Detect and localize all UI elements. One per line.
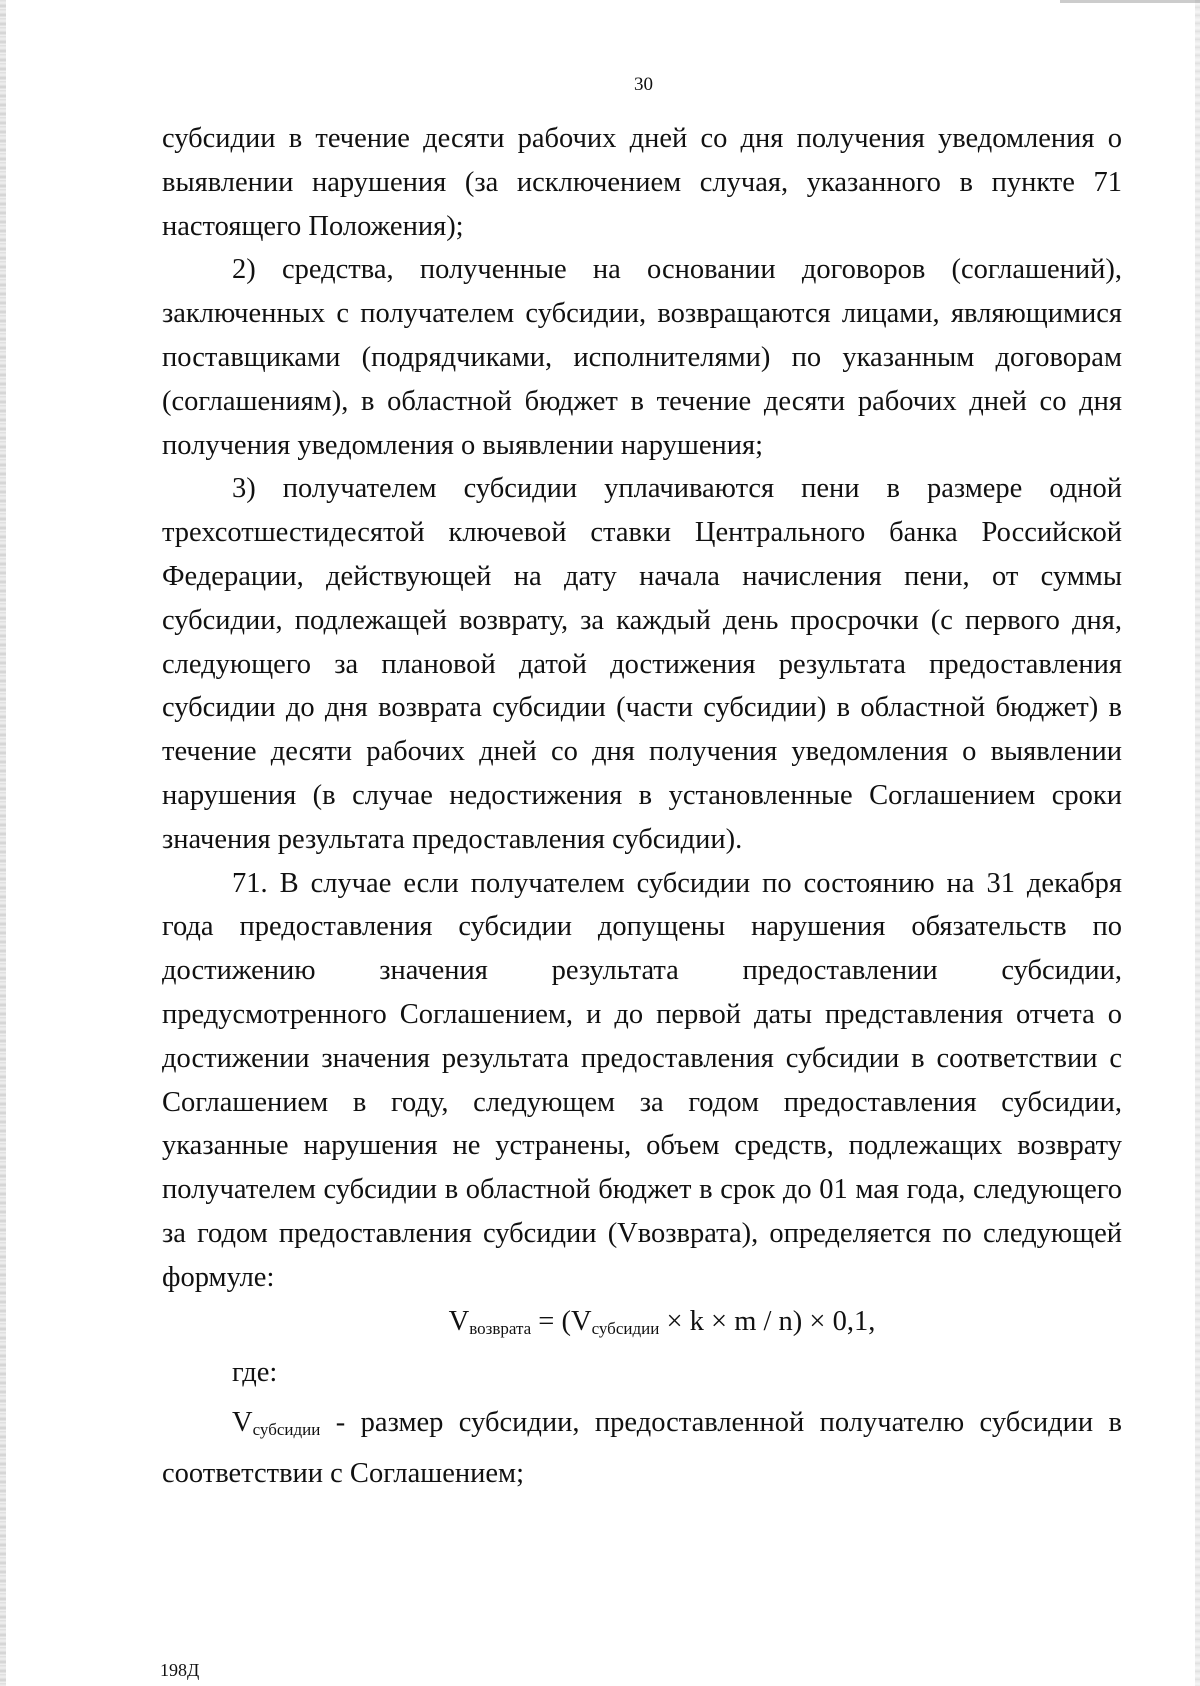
scan-corner-mark xyxy=(1060,0,1200,3)
return-formula xyxy=(162,1300,1122,1344)
where-label: где: xyxy=(232,1357,278,1389)
definition-text: - размер субсидии, предоставленной получателю субсидии в соответствии с Соглашением; xyxy=(162,1407,1122,1489)
formula-lhs-symbol: V xyxy=(448,1305,470,1337)
scan-edge-left xyxy=(0,0,6,1686)
paragraph-item-3: 3) получателем субсидии уплачиваются пени в размере одной трехсотшестидесятой ключевой ставки Центрального банка Российской Федерации, действующей на дату начала начисления пени, от суммы субсидии, подлежащей возврату, за каждый день просрочки (с первого дня, следующего за плановой датой достижения результата предоставления субсидии до дня возврата субсидии (части субсидии) в областной бюджет) в течение десяти рабочих дней со дня получения уведомления о выявлении нарушения (в случае недостижения в установленные Соглашением сроки значения результата предоставления субсидии). xyxy=(162,473,1122,855)
footer-document-code: 198Д xyxy=(160,1660,200,1680)
document-body xyxy=(162,117,1122,1496)
definition-subscript: субсидии xyxy=(252,1420,321,1440)
scan-edge-right xyxy=(1195,0,1200,1686)
formula-equals-open: = (V xyxy=(531,1305,592,1337)
formula-lhs-subscript: возврата xyxy=(469,1318,532,1338)
page-number: 30 xyxy=(634,74,653,95)
definition-v-subsidy xyxy=(162,1401,1122,1496)
paragraph-continuation: субсидии в течение десяти рабочих дней со дня получения уведомления о выявлении нарушения (за исключением случая, указанного в пункте 71 настоящего Положения); xyxy=(162,123,1122,242)
paragraph-item-2: 2) средства, полученные на основании договоров (соглашений), заключенных с получателем субсидии, возвращаются лицами, являющимися поставщиками (подрядчиками, исполнителями) по указанным договорам (соглашениям), в областной бюджет в течение десяти рабочих дней со дня получения уведомления о выявлении нарушения; xyxy=(162,254,1122,461)
formula-rhs-tail: × k × m / n) × 0,1, xyxy=(659,1305,876,1337)
definition-symbol: V xyxy=(232,1407,253,1439)
formula-rhs-subscript: субсидии xyxy=(591,1318,660,1338)
paragraph-item-71: 71. В случае если получателем субсидии по состоянию на 31 декабря года предоставления субсидии допущены нарушения обязательств по достижению значения результата предоставлении субсидии, предусмотренного Соглашением, и до первой даты представления отчета о достижении значения результата предоставления субсидии в соответствии с Соглашением в году, следующем за годом предоставления субсидии, указанные нарушения не устранены, объем средств, подлежащих возврату получателем субсидии в областной бюджет в срок до 01 мая года, следующего за годом предоставления субсидии (Vвозврата), определяется по следующей формуле: xyxy=(162,867,1122,1293)
